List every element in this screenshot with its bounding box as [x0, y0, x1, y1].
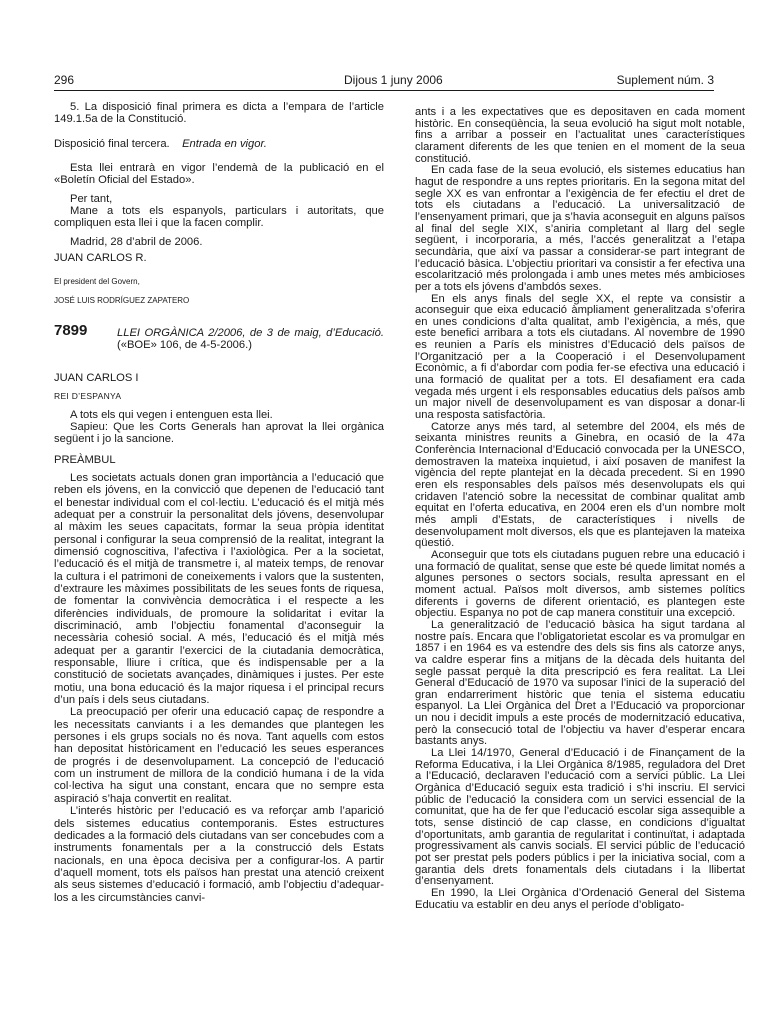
paragraph: L’interés històric per l’educació es va reforçar amb l’aparició dels sistemes educatius contemporanis. Estes estructures dedicades a la formació dels ciutadans van ser concebudes com a instruments fonamentals per a la construcció dels Estats nacionals, en una època decisiva per a configurar-los. A partir d’aquell moment, tots els països han prestat una atenció creixent als seus sistemes d’educació i formació, amb l’objectiu d’adequar-los a les circumstàncies canvi-: [54, 805, 384, 904]
paragraph: La generalització de l’educació bàsica ha sigut tardana al nostre país. Encara que l’obligatorietat escolar es va promulgar en 1857 i en 1964 es va estendre des dels sis fins als catorze anys, va caldre esperar fins a mitjans de la dècada dels huitanta del segle passat perquè la dita prescripció es fera realitat. La Llei General d’Educació de 1970 va suposar l’inici de la superació del gran endarreriment històric que tenia el sistema educatiu espanyol. La Llei Orgànica del Dret a l’Educació va proporcionar un nou i decidit impuls a este procés de modernització educativa, però la consecució total de l’objectiu va haver d’esperar encara bastants anys.: [415, 618, 745, 748]
king-signature: JUAN CARLOS R.: [54, 252, 147, 265]
paragraph: Catorze anys més tard, al setembre del 2004, els més de seixanta ministres reunits a Ginebra, en ocasió de la 47a Conferència Internacional d’Educació convocada per la UNESCO, demostraven la mateixa inquietud, i així posaven de manifest la vigència del repte plantejat en la dècada precedent. Si en 1990 eren els responsables dels països més desenvolupats els qui cridaven l’atenció sobre la necessitat de combinar qualitat amb equitat en l’oferta educativa, en 2004 eren els d’un nombre molt més ampli d’Estats, de característiques i nivells de desenvolupament molt diversos, els que es plantejaven la mateixa qüestió.: [415, 420, 745, 550]
header-date: Dijous 1 juny 2006: [344, 73, 443, 87]
paragraph: En cada fase de la seua evolució, els sistemes educatius han hagut de respondre a uns reptes prioritaris. En la segona mitat del segle XX es van enfrontar a l’exigència de fer efectiu el dret de tots els ciutadans a l’educació. La universalització de l’ensenyament primari, que ja s’havia aconseguit en alguns països al final del segle XIX, s’aniria completant al llarg del segle següent, i incorporaria, a més, l’accés generalitzat a l’etapa secundària, que així va passar a considerar-se part integrant de l’educació bàsica. L’objectiu prioritari va consistir a fer efectiva una escolarització més prolongada i amb unes metes més ambicioses per a tots els jóvens d’ambdós sexes.: [415, 164, 745, 293]
paragraph: Esta llei entrarà en vigor l’endemà de la publicació en el «Boletín Oficial del Estado».: [54, 162, 384, 187]
paragraph: Aconseguir que tots els ciutadans puguen rebre una educació i una formació de qualitat, sense que este bé quede limitat només a algunes persones o sectors socials, resulta apressant en el moment actual. Països molt diversos, amb sistemes polítics diferents i governs de diferent orientació, es plantegen este objectiu. Espanya no pot de cap manera constituir una excepció.: [415, 548, 745, 620]
law-title-block: [117, 327, 384, 352]
paragraph: Les societats actuals donen gran importància a l’educació que reben els jóvens, en la convicció que depenen de l’educació tant el benestar individual com el col·lectiu. L’educació és el mitjà més adequat per a construir la personalitat dels jóvens, desenvolupar al màxim les seues capacitats, formar la seua pròpia identitat personal i configurar la seua comprensió de la realitat, integrant la dimensió cognoscitiva, l’afectiva i l’axiològica. Per a la societat, l’educació és el mitjà de transmetre i, al mateix temps, de renovar la cultura i el patrimoni de coneixements i valors que la sustenten, d’extraure les màximes possibilitats de les seues fonts de riquesa, de fomentar la convivència democràtica i el respecte a les diferències individuals, de promoure la solidaritat i evitar la discriminació, amb l’objectiu fonamental d’aconseguir la necessària cohesió social. A més, l’educació és el mitjà més adequat per a garantir l’exercici de la ciutadania democràtica, responsable, lliure i crítica, que és indispensable per a la constitució de societats avançades, dinàmiques i justes. Per este motiu, una bona educació és la major riquesa i el principal recurs d’un país i dels seus ciutadans.: [54, 471, 384, 707]
government-name: JOSÉ LUIS RODRÍGUEZ ZAPATERO: [54, 295, 190, 305]
law-number: 7899: [54, 322, 88, 340]
paragraph: La preocupació per oferir una educació capaç de respondre a les necessitats canviants i a les demandes que plantegen les persones i els grups socials no és nova. Tant aquells com estos han depositat històricament en l’educació les seues esperances de progrés i de desenvolupament. La concepció de l’educació com un instrument de millora de la condició humana i de la vida col·lectiva ha sigut una constant, encara que no sempre esta aspiració s’haja convertit en realitat.: [54, 706, 384, 805]
law-heading: [54, 322, 384, 352]
paragraph: Mane a tots els espanyols, particulars i autoritats, que compliquen esta llei i que la facen complir.: [54, 205, 384, 230]
paragraph: La Llei 14/1970, General d’Educació i de Finançament de la Reforma Educativa, i la Llei Orgànica 8/1985, reguladora del Dret a l’Educació, declaraven l’educació com a servici públic. La Llei Orgànica d’Educació seguix esta tradició i s’hi inscriu. El servici públic de l’educació la considera com un servici essencial de la comunitat, que ha de fer que l’educació escolar siga assequible a tots, sense distinció de cap classe, en condicions d’igualtat d’oportunitats, amb garantia de regularitat i continuïtat, i adaptada progressivament als canvis socials. El servici públic de l’educació pot ser prestat pels poders públics i per la iniciativa social, com a garantia dels drets fonamentals dels ciutadans i la llibertat d’ensenyament.: [415, 747, 745, 888]
paragraph: En 1990, la Llei Orgànica d’Ordenació General del Sistema Educatiu va establir en deu anys el període d’obligato-: [415, 886, 745, 911]
page-number: 296: [54, 73, 75, 87]
right-column: [415, 107, 745, 911]
king-subheading: REI D’ESPANYA: [54, 391, 122, 402]
final-provision: [54, 138, 384, 150]
provision-title: Entrada en vigor.: [182, 137, 267, 150]
government-title: El president del Govern,: [54, 277, 140, 287]
paragraph: A tots els qui vegen i entenguen esta llei.: [70, 408, 273, 421]
provision-label: Disposició final tercera.: [54, 137, 170, 150]
date-line: Madrid, 28 d’abril de 2006.: [70, 235, 203, 248]
header-rule: [54, 90, 714, 91]
left-column: [54, 101, 384, 904]
paragraph: 5. La disposició final primera es dicta a l’empara de l’article 149.1.5a de la Constitució.: [54, 101, 384, 126]
paragraph: ants i a les expectatives que es depositaven en cada moment històric. En conseqüència, la seua evolució ha sigut molt notable, fins a arribar a posseir en l’actualitat unes característiques clarament diferents de les que tenien en el moment de la seua constitució.: [415, 106, 745, 165]
paragraph: Sapieu: Que les Corts Generals han aprovat la llei orgànica següent i jo la sancione.: [54, 420, 384, 446]
header-supplement: Suplement núm. 3: [616, 73, 714, 87]
law-title: LLEI ORGÀNICA 2/2006, de 3 de maig, d’Educació.: [117, 327, 384, 340]
running-header: [54, 73, 714, 89]
law-reference: («BOE» 106, de 4-5-2006.): [117, 339, 252, 352]
king-heading: JUAN CARLOS I: [54, 371, 139, 384]
paragraph: En els anys finals del segle XX, el repte va consistir a aconseguir que eixa educació àmpliament generalitzada s’oferira en unes condicions d’alta qualitat, amb l’exigència, a més, que este benefici arribara a tots els ciutadans. Al novembre de 1990 es reunien a París els ministres d’Educació dels països de l’Organització per a la Cooperació i el Desenvolupament Econòmic, a fi d’abordar com podia fer-se efectiva una educació i una formació de qualitat per a tots. El desafiament era cada vegada més urgent i els responsables educatius dels països amb un major nivell de desenvolupament es van disposar a donar-li una resposta satisfactòria.: [415, 292, 745, 422]
preamble-heading: PREÀMBUL: [54, 453, 116, 466]
paragraph: Per tant,: [70, 192, 113, 205]
